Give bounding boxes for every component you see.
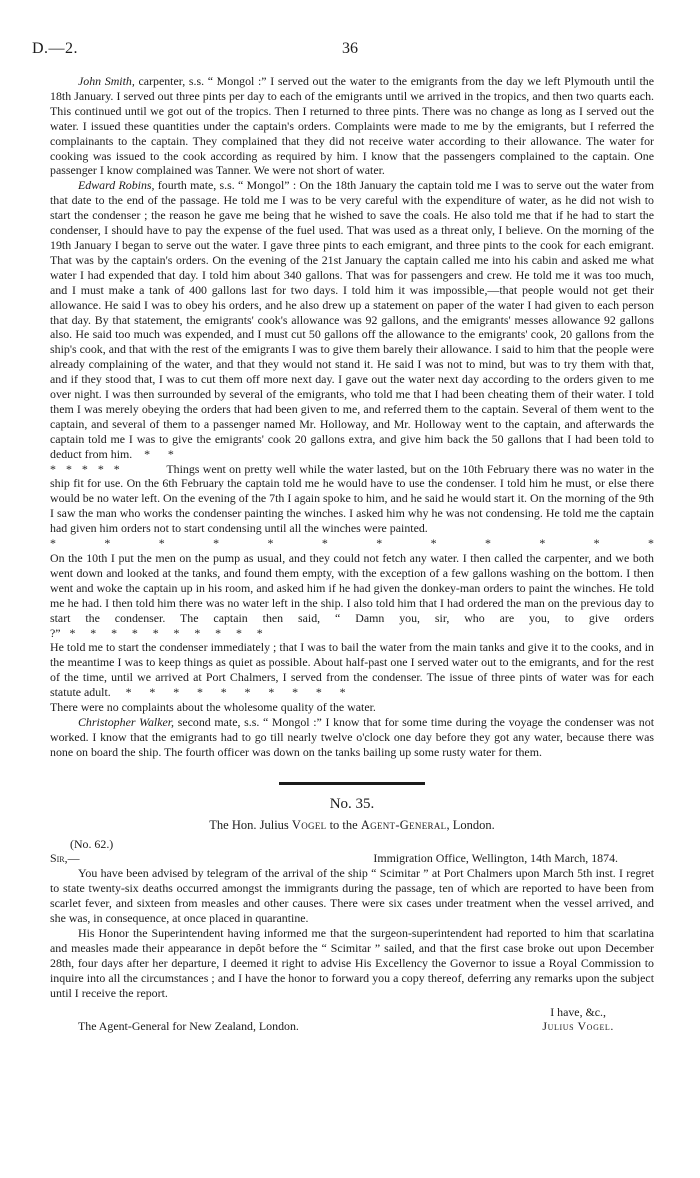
salutation-line <box>50 851 654 866</box>
witness-name: Edward Robins, <box>78 178 155 193</box>
letter-number: No. 35. <box>329 795 375 812</box>
title-part: , London. <box>446 817 495 832</box>
robins-testimony-cont-b <box>50 462 654 537</box>
letter-dateline: Immigration Office, Wellington, 14th March, 1874. <box>373 851 618 866</box>
letter-signature: Julius Vogel. <box>542 1019 614 1034</box>
testimony-text: On the 10th I put the men on the pump as usual, and they could not fetch any water. I then called the carpenter, and we both went down and looked at the tanks, and found them empty, with the exception of a few gallons washing on the bottom. I then went and woke the captain up in his room, and asked him if he had given the donkey-man orders to paint the winches. He told me he had. I then told him there was no water left in the ship. I also told him that I had ordered the man on the previous day to start the condenser. The captain then said, “ Damn you, sir, who are you, to give orders ?” <box>50 551 654 640</box>
testimony-text: There were no complaints about the wholesome quality of the water. <box>50 700 376 715</box>
robins-testimony: Edward Robins, fourth mate, s.s. “ Mongol” : On the 18th January the captain told me I was to serve out the water from that date to the end of the passage. He told me I was to be very careful with the expenditure of water, as he did not wish to start the condenser ; the reason he gave me being that he wished to save the coals. He also told me that if he had to start the condenser, I should have to pay the expense of the fuel used. That was used as a threat only, I believe. On the morning of the 19th January I began to serve out the water. I gave three pints to each emigrant, and three pints to the cook for each emigrant. That was by the captain's orders. On the evening of the 21st January the captain called me into his cabin and asked me what water I had expended that day. I told him about 340 gallons. That was for passengers and crew. He told me it was too much, and I must make a tank of 400 gallons last for two days. I told him it was impossible,—that people would not get their allowance. He said I was to obey his orders, and he also drew up a statement on paper of the water I had given to each person that day. By that statement, the emigrants' cook's allowance was 92 gallons, and the emigrants' messes allowance 92 gallons also. He said too much was expended, and I must cut 50 gallons off the allowance to the emigrants' cook, 20 gallons from the ship's cook, and that with the rest of the emigrants I was to give them barely their allowance. I said to him that the people were already complaining of the water, and that they would not stand it. He said I was not to mind, but was to try them with that, and if they stood that, I was to cut them off more next day. I gave out the water next day according to the orders given to me over night. I was then surrounded by several of the emigrants, who told me that I had been cheating them of their water. I told them I was merely obeying the orders that had been given to me, and referred them to the captain. Several of them went to the captain, and several of them to a passenger named Mr. Holloway, and Mr. Holloway went to the captain, and afterwards the captain told me I was to give the emigrants' cook 20 gallons extra, and give him back the 50 gallons that I had been told to deduct from him. * * <box>50 178 654 461</box>
smith-testimony <box>50 74 654 178</box>
ellipsis-stars: * * * * * <box>50 461 120 476</box>
letter-closing: I have, &c., <box>550 1004 606 1019</box>
witness-name: John Smith, <box>78 74 135 88</box>
testimony-text: fourth mate, s.s. “ Mongol” : On the 18th January the captain told me I was to serve out the water from that date to the end of the passage. He told me I was to be very careful with the expenditure of water, as he did not wish to start the condenser ; the reason he gave me being that he wished to save the coals. He also told me that if he had to start the condenser, I should have to pay the expense of the fuel used. That was used as a threat only, I believe. On the morning of the 19th January I began to serve out the water. I gave three pints to each emigrant, and three pints to the cook for each emigrant. That was by the captain's orders. On the evening of the 21st January the captain called me into his cabin and asked me what water I had expended that day. I told him about 340 gallons. That was for passengers and crew. He told me it was too much, and I must make a tank of 400 gallons last for two days. I told him it was impossible,—that people would not get their allowance. He said I was to obey his orders, and he also drew up a statement on paper of the water I had given to each person that day. By that statement, the emigrants' cook's allowance was 92 gallons, and the emigrants' messes allowance 92 gallons also. He said too much was expended, and I must cut 50 gallons off the allowance to the emigrants' cook, 20 gallons from the ship's cook, and that with the rest of the emigrants I was to give them barely their allowance. I said to him that the people were already complaining of the water, and that they would not stand it. He said I was not to mind, but was to try them with that, and if they stood that, I was to cut them off more next day. I gave out the water next day according to the orders given to me over night. I was then surrounded by several of the emigrants, who told me that I had been cheating them of their water. I told them I was merely obeying the orders that had been given to me, and referred them to the captain. Several of them went to the captain, and several of them to a passenger named Mr. Holloway, and Mr. Holloway went to the captain, and afterwards the captain told me I was to give the emigrants' cook 20 gallons extra, and give him back the 50 gallons that I had been told to deduct from him. <box>50 178 654 461</box>
robins-testimony-cont-c: On the 10th I put the men on the pump as usual, and they could not fetch any water. I then called the carpenter, and we both went down and looked at the tanks, and found them empty, with the exception of a few gallons washing on the bottom. I then went and woke the captain up in his room, and asked him if he had given the donkey-man orders to paint the winches. He told me he had. I then told him there was no water left in the ship. I also told him that I had ordered the man on the previous day to start the condenser. The captain then said, “ Damn you, sir, who are you, to give orders ?” * * * * * * * * * * <box>50 551 654 640</box>
salutation: Sir,— <box>50 851 80 866</box>
addressee-signature-line <box>50 1019 654 1034</box>
title-recipient: Agent-General <box>360 817 447 832</box>
letter-reference: (No. 62.) <box>70 836 114 851</box>
letter-title <box>50 818 654 833</box>
testimony-text: He told me to start the condenser immediately ; that I was to bail the water from the main tanks and give it to the cooks, and in the meantime I was to keep things as quiet as possible. About half-past one I served water out to the emigrants, and for the rest of the time, until we arrived at Port Chalmers, I served from the condenser. The issue of three pints of water was for each statute adult. <box>50 640 654 700</box>
section-divider <box>279 782 425 785</box>
testimony-text: Things went on pretty well while the water lasted, but on the 10th February there was no water in the ship fit for use. On the 6th February the captain told me he would have to use the condenser. I told him he must, or else there would be no water left. On the evening of the 7th I again spoke to him, and he said he would start it. On the morning of the 9th I saw the man who works the condenser painting the winches. I asked him why he was not condensing. He told me the captain had given him orders not to start condensing until all the winches were painted. <box>50 461 654 536</box>
ellipsis-row <box>50 536 654 551</box>
robins-testimony-cont-d: He told me to start the condenser immediately ; that I was to bail the water from the main tanks and give it to the cooks, and in the meantime I was to keep things as quiet as possible. About half-past one I served water out to the emigrants, and for the rest of the time, until we arrived at Port Chalmers, I served from the condenser. The issue of three pints of water was for each statute adult. * * * * * * * * * * <box>50 640 654 700</box>
testimony-text: second mate, s.s. “ Mongol :” I know that for some time during the voyage the condenser was not worked. I know that the emigrants had to go till nearly twelve o'clock one day before they got any water, because there was none on board the ship. The fourth officer was down on the tanks bailing up some rusty water for them. <box>50 714 654 759</box>
title-part: The Hon. Julius <box>209 817 292 832</box>
title-part: to the <box>326 817 361 832</box>
page-number: 36 <box>342 40 358 57</box>
page-header <box>32 40 668 62</box>
witness-name: Christopher Walker, <box>78 714 175 729</box>
walker-testimony <box>50 715 654 760</box>
letter-addressee: The Agent-General for New Zealand, London. <box>78 1019 299 1034</box>
ellipsis-stars: * * * * * * * * * * * * <box>50 536 654 551</box>
letter-paragraph: His Honor the Superintendent having informed me that the surgeon-superintendent had reported to him that scarlatina and measles made their appearance in depôt before the “ Scimitar ” sailed, and that the first case broke out upon December 28th, four days after her departure, I deemed it right to advise His Excellency the Governor to issue a Royal Commission to inquire into all the circumstances ; and I have the honor to forward you a copy thereof, deferring any remarks upon the subject until I receive the report. <box>50 926 654 1000</box>
document-reference: D.—2. <box>32 40 79 57</box>
letter-paragraph: You have been advised by telegram of the arrival of the ship “ Scimitar ” at Port Chalmers upon March 5th inst. I regret to state twenty-six deaths occurred amongst the immigrants during the passage, ten of which are reported to have been from scarlet fever, and sixteen from measles and other causes. There were six cases under treatment when the vessel arrived, and she was, in consequence, at once placed in quarantine. <box>50 866 654 926</box>
page-body <box>50 74 654 1034</box>
robins-testimony-cont-e <box>50 700 654 715</box>
title-sender-name: Vogel <box>291 817 327 832</box>
testimony-text: carpenter, s.s. “ Mongol :” I served out the water to the emigrants from the day we left Plymouth until the 18th January. I served out three pints per day to each of the emigrants until we arrived in the tropics, and then two quarts each. This continued until we got out of the tropics. Then I returned to three pints. There was no change as long as I served out the water. I issued these quantities under the captain's orders. Complaints were made to me by the emigrants, but I referred the complainants to the captain. They complained that they did not receive water according to their allowance. The water for cooking was issued to the cook according as required by him. I know that the passengers complained to the captain. One passenger I know complained was Tanner. We were not short of water. <box>50 74 654 178</box>
